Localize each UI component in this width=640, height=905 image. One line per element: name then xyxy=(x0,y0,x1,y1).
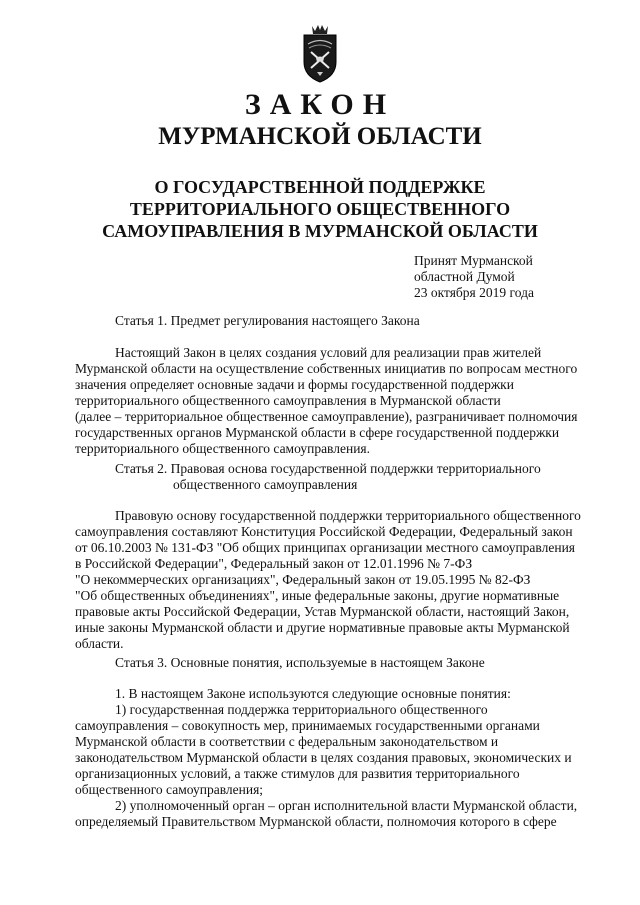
text-line: "О некоммерческих организациях", Федеральный закон от 19.05.1995 № 82-ФЗ xyxy=(75,572,531,587)
text-line: иные законы Мурманской области и другие нормативные правовые акты Мурманской xyxy=(75,620,570,635)
text-line: Правовую основу государственной поддержки территориального общественного xyxy=(115,508,581,523)
text-line: области. xyxy=(75,636,124,651)
text-line: значения определяет основные задачи и формы государственной поддержки xyxy=(75,377,514,392)
text-line: территориального общественного самоуправления в Мурманской области xyxy=(75,393,501,408)
text-line: государственных органов Мурманской области в сфере государственной поддержки xyxy=(75,425,560,440)
heading-line: Статья 2. Правовая основа государственной поддержки территориального xyxy=(115,461,541,476)
text-line: 1. В настоящем Законе используются следующие основные понятия: xyxy=(115,686,511,701)
text-line: определяемый Правительством Мурманской области, полномочия которого в сфере xyxy=(75,814,557,829)
article-2-heading xyxy=(115,461,541,493)
article-3-text xyxy=(75,686,578,830)
article-2-text xyxy=(75,508,581,652)
subject-line: САМОУПРАВЛЕНИЯ В МУРМАНСКОЙ ОБЛАСТИ xyxy=(102,221,538,241)
subject-line: ТЕРРИТОРИАЛЬНОГО ОБЩЕСТВЕННОГО xyxy=(129,199,511,219)
article-3-heading: Статья 3. Основные понятия, используемые в настоящем Законе xyxy=(115,655,485,670)
law-title: ЗАКОН xyxy=(244,88,396,121)
text-line: "Об общественных объединениях", иные федеральные законы, другие нормативные xyxy=(75,588,560,603)
text-line: Настоящий Закон в целях создания условий для реализации прав жителей xyxy=(115,345,542,360)
heading-line: общественного самоуправления xyxy=(173,477,358,492)
text-line: (далее – территориальное общественное самоуправление), разграничивает полномочия xyxy=(75,409,578,424)
subject-line: О ГОСУДАРСТВЕННОЙ ПОДДЕРЖКЕ xyxy=(154,177,486,197)
article-1-text xyxy=(75,345,578,457)
adoption-note xyxy=(414,253,534,301)
text-line: правовые акты Российской Федерации, Устав Мурманской области, настоящий Закон, xyxy=(75,604,570,619)
adoption-line: Принят Мурманской xyxy=(414,253,533,268)
text-line: организационных условий, а также стимулов для развития территориального xyxy=(75,766,520,781)
article-1-heading: Статья 1. Предмет регулирования настоящего Закона xyxy=(115,313,420,328)
text-line: 2) уполномоченный орган – орган исполнительной власти Мурманской области, xyxy=(115,798,578,813)
adoption-line: областной Думой xyxy=(414,269,515,284)
text-line: законодательством Мурманской области в целях создания правовых, экономических и xyxy=(75,750,572,765)
adoption-date: 23 октября 2019 года xyxy=(414,285,534,300)
text-line: от 06.10.2003 № 131-ФЗ "Об общих принципах организации местного самоуправления xyxy=(75,540,576,555)
text-line: общественного самоуправления; xyxy=(75,782,264,797)
text-line: 1) государственная поддержка территориального общественного xyxy=(115,702,488,717)
region-title: МУРМАНСКОЙ ОБЛАСТИ xyxy=(158,123,482,150)
law-subject xyxy=(0,176,640,242)
text-line: территориального общественного самоуправления. xyxy=(75,441,371,456)
text-line: Мурманской области в соответствии с федеральным законодательством и xyxy=(75,734,499,749)
coat-of-arms-icon xyxy=(290,22,350,84)
text-line: в Российской Федерации", Федеральный закон от 12.01.1996 № 7-ФЗ xyxy=(75,556,473,571)
text-line: Мурманской области на осуществление собственных инициатив по вопросам местного xyxy=(75,361,578,376)
text-line: самоуправления составляют Конституция Российской Федерации, Федеральный закон xyxy=(75,524,573,539)
text-line: самоуправления – совокупность мер, принимаемых государственными органами xyxy=(75,718,540,733)
